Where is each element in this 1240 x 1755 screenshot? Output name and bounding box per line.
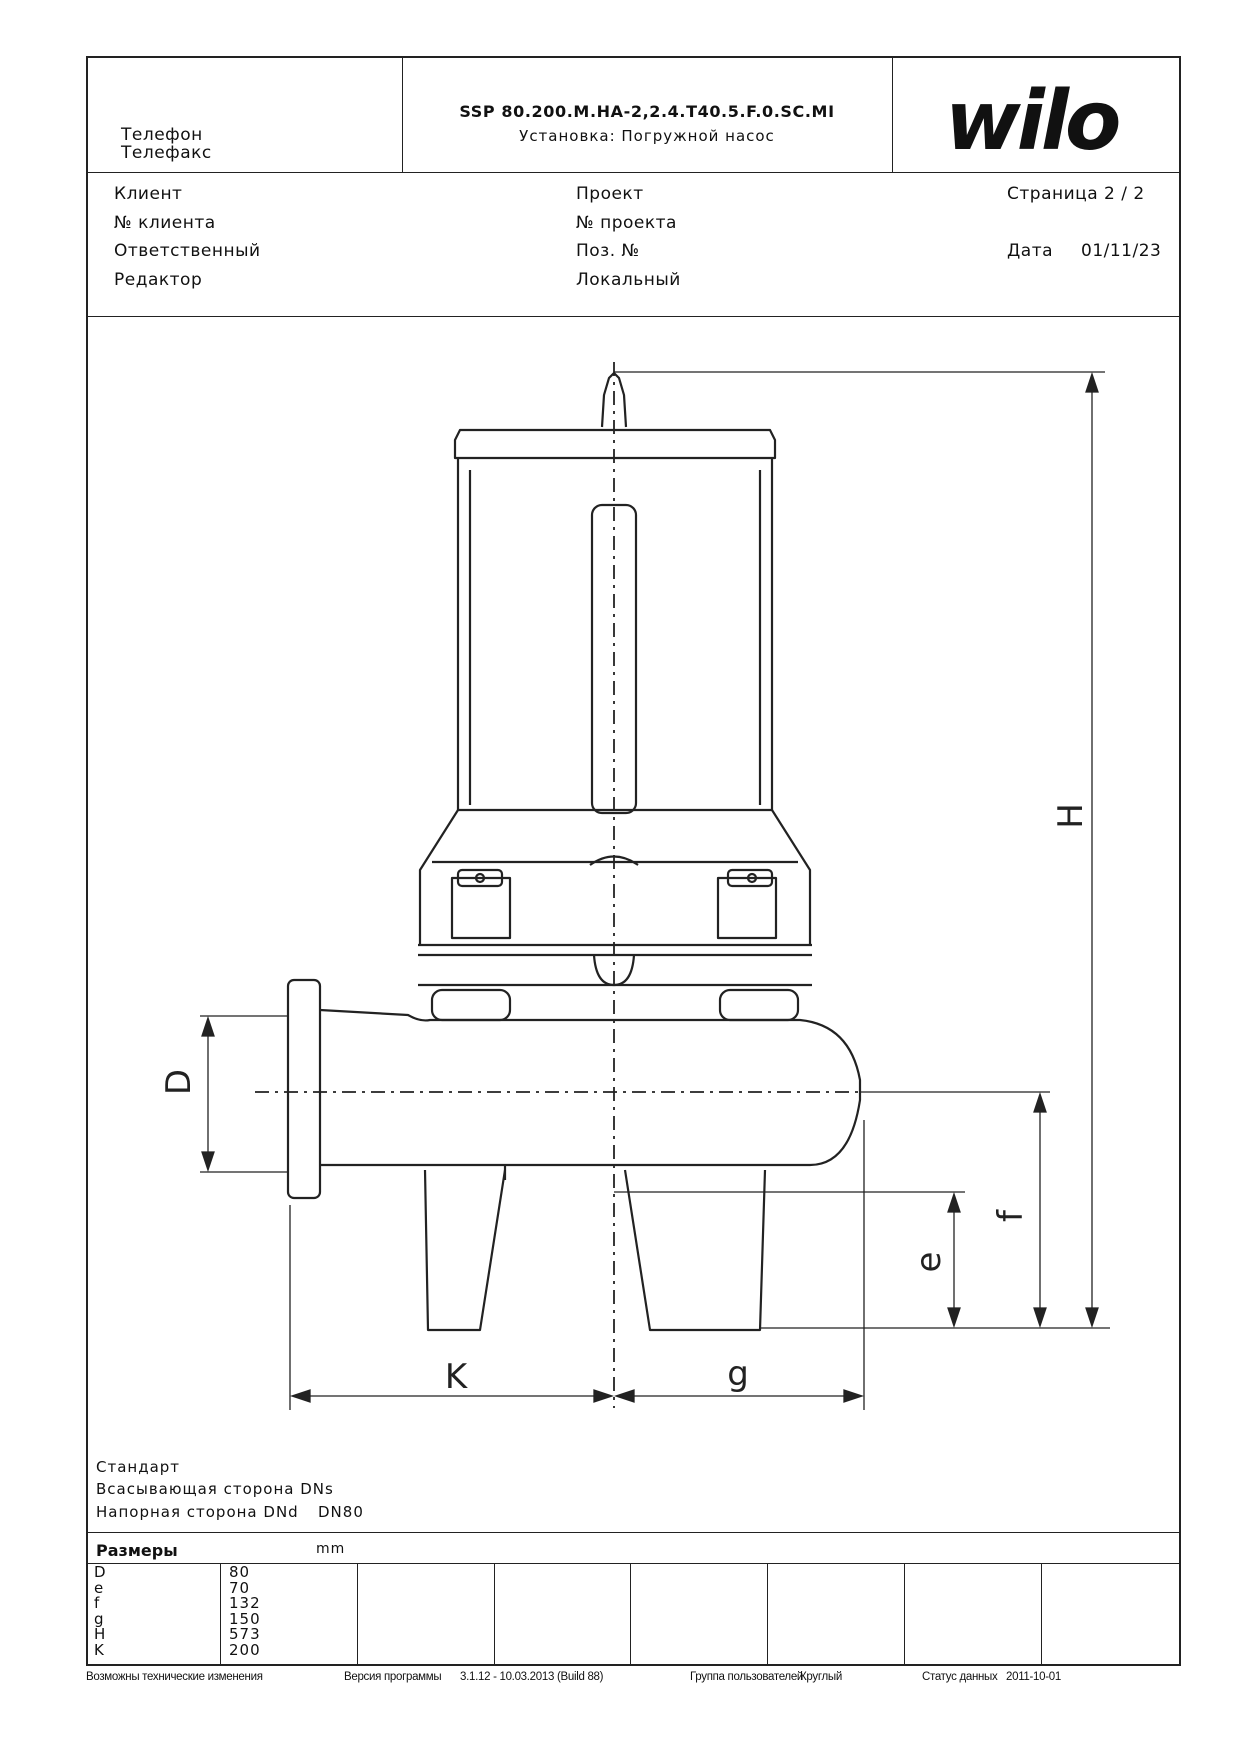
wilo-logo: wilo [945,74,1118,169]
local-label: Локальный [576,270,681,290]
position-no-label: Поз. № [576,241,640,261]
suction-side-label: Всасывающая сторона DNs [96,1480,334,1498]
standard-label: Стандарт [96,1458,181,1476]
motor-cap [455,430,775,458]
dim-name-K: K [94,1640,104,1659]
dimensions-title: Размеры [96,1541,178,1560]
motor-housing-inner [470,470,760,805]
dimensions-header-line [86,1563,1181,1564]
responsible-label: Ответственный [114,241,261,261]
dim-label-K: K [444,1357,468,1397]
dim-label-f: f [991,1210,1031,1222]
dim-value-e: 70 [229,1578,251,1597]
pressure-side-label: Напорная сторона DNd [96,1503,299,1521]
editor-label: Редактор [114,270,203,290]
discharge-flange [288,980,320,1198]
project-label: Проект [576,184,644,204]
col-divider-3 [494,1563,495,1666]
dimension-names [94,1565,106,1658]
footer-data-status-value: 2011-10-01 [1006,1671,1061,1683]
fax-label: Телефакс [121,143,212,163]
footer-user-group-label: Группа пользователей [690,1671,804,1683]
installation-type: Установка: Погружной насос [519,127,775,145]
pressure-side-value: DN80 [318,1503,364,1521]
dimension-values [229,1565,261,1658]
dim-name-f: f [94,1594,100,1612]
dim-value-f: 132 [229,1594,261,1612]
dimensions-unit: mm [316,1541,346,1557]
col-divider-1 [220,1563,221,1666]
col-divider-4 [630,1563,631,1666]
footer-data-status-label: Статус данных [922,1671,998,1683]
info-bottom-line [86,316,1181,317]
product-code: SSP 80.200.M.HA-2,2.4.T40.5.F.0.SC.MI [459,102,835,121]
motor-housing [458,458,772,810]
date-value: 01/11/23 [1081,241,1162,261]
col-divider-7 [1041,1563,1042,1666]
dim-label-D: D [159,1068,199,1096]
col-divider-2 [357,1563,358,1666]
client-label: Клиент [114,184,183,204]
dim-value-g: 150 [229,1609,261,1628]
pump-volute [320,1010,860,1165]
dim-name-g: g [94,1609,104,1628]
dim-label-e: e [909,1251,949,1273]
header-divider-right [892,56,893,173]
dim-label-H: H [1051,803,1091,829]
dim-name-e: e [94,1578,104,1597]
support-foot-left [425,1170,505,1330]
client-no-label: № клиента [114,213,216,233]
dim-value-H: 573 [229,1625,261,1643]
date-label: Дата [1007,241,1054,261]
dim-value-D: 80 [229,1563,251,1581]
footer-version-value: 3.1.12 - 10.03.2013 (Build 88) [460,1671,604,1683]
header-bottom-line [86,172,1181,173]
dim-label-g: g [727,1354,749,1394]
dim-name-D: D [94,1563,106,1581]
col-divider-5 [767,1563,768,1666]
col-divider-6 [904,1563,905,1666]
pump-dimension-drawing [88,318,1178,1438]
page-number: Страница 2 / 2 [1007,184,1145,204]
phone-label: Телефон [121,125,203,145]
footer-version-label: Версия программы [344,1671,442,1683]
footer-changes: Возможны технические изменения [86,1671,263,1683]
project-no-label: № проекта [576,213,677,233]
dim-value-K: 200 [229,1640,261,1659]
dim-name-H: H [94,1625,106,1643]
footer-user-group-value: Круглый [800,1671,842,1683]
dimensions-top-line [86,1532,1181,1533]
support-foot-right [625,1170,765,1330]
